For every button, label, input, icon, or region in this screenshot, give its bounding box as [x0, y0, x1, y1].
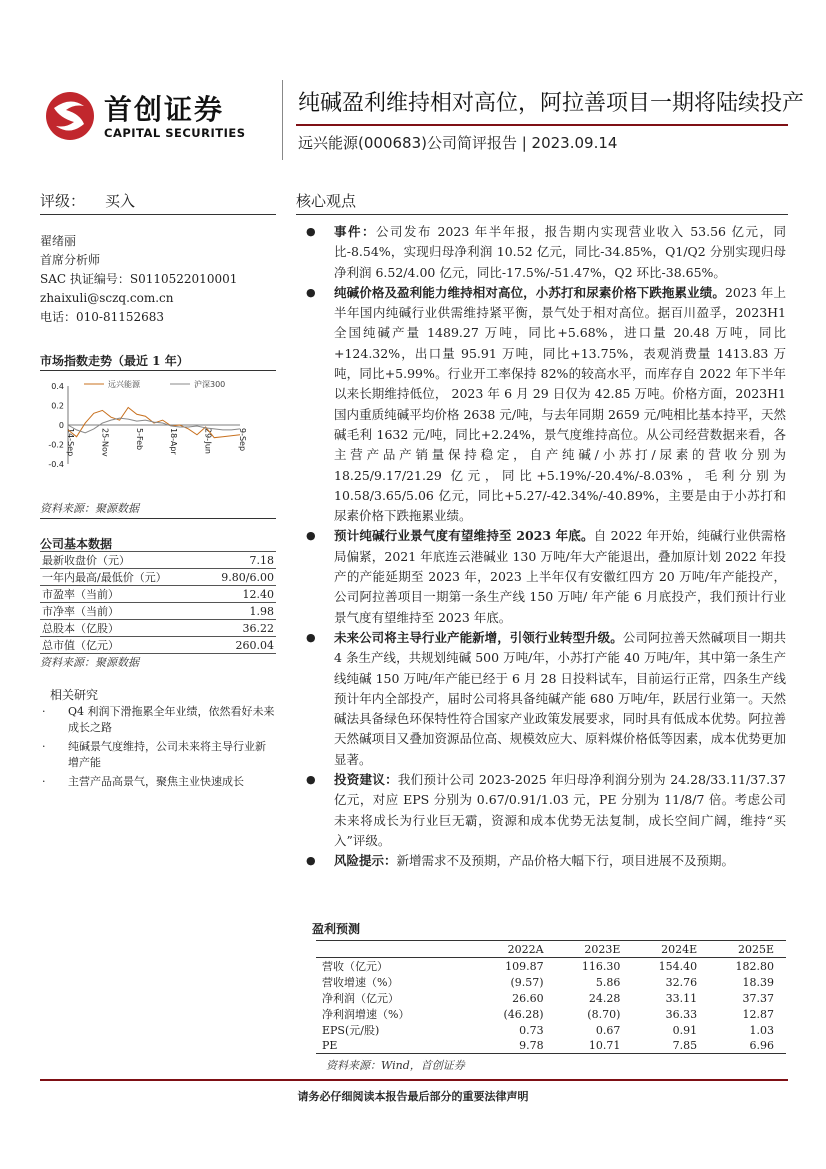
forecast-title: 盈利预测	[312, 922, 361, 936]
forecast-cell: 6.96	[709, 1038, 786, 1054]
bullet-icon: ●	[306, 854, 316, 868]
rating	[40, 190, 276, 211]
forecast-column-header: 2024E	[632, 941, 709, 958]
title-rule	[296, 124, 788, 126]
bullet-icon: ●	[306, 225, 316, 238]
forecast-cell: 9.78	[476, 1038, 555, 1054]
forecast-row	[316, 974, 786, 990]
related-research-list	[40, 704, 276, 793]
forecast-cell: (8.70)	[587, 1007, 621, 1021]
forecast-cell: 32.76	[665, 975, 698, 989]
forecast-cell: 0.91	[672, 1023, 698, 1037]
rating-value: 买入	[105, 192, 136, 210]
forecast-row-label: 净利润（亿元）	[322, 992, 399, 1005]
company-name-cn: 首创证券	[104, 93, 225, 126]
report-subtitle: 远兴能源(000683)公司简评报告 | 2023.09.14	[298, 134, 618, 152]
forecast-cell: 10.71	[556, 1038, 633, 1054]
x-tick-label: 5-Feb	[134, 428, 144, 451]
y-tick-label: -0.4	[48, 460, 64, 469]
x-tick-label: 14-Sep	[66, 428, 75, 457]
basic-data-source: 资料来源：聚源数据	[40, 656, 139, 669]
analyst-name: 翟绪丽	[40, 234, 77, 248]
forecast-row-label: 营收增速（%）	[322, 976, 399, 989]
forecast-column-header: 2025E	[709, 941, 786, 958]
analyst-position: 首席分析师	[40, 253, 101, 267]
core-point-lead: 未来公司将主导行业产能新增，引领行业转型升级。	[334, 629, 623, 645]
related-research-item[interactable]	[40, 739, 276, 771]
related-research-item[interactable]	[40, 704, 276, 736]
basic-data-value: 9.80/6.00	[204, 569, 276, 586]
analyst-phone: 电话：010-81152683	[40, 310, 165, 324]
left-top-rule	[40, 214, 276, 215]
forecast-cell: 24.28	[588, 991, 621, 1005]
basic-data-row	[40, 637, 276, 654]
forecast-cell: 26.60	[512, 991, 544, 1005]
legend-label: 远兴能源	[108, 380, 140, 389]
core-point	[298, 628, 786, 770]
forecast-cell: 154.40	[658, 959, 698, 973]
list-dot: ·	[42, 775, 46, 788]
y-tick-label: 0.2	[51, 401, 64, 411]
forecast-cell: 33.11	[665, 991, 698, 1005]
forecast-column-header: 2023E	[556, 941, 633, 958]
basic-data-title: 公司基本数据	[40, 537, 113, 551]
analyst-info	[40, 232, 237, 327]
report-title: 纯碱盈利维持相对高位，阿拉善项目一期将陆续投产	[298, 91, 805, 116]
core-point	[298, 851, 786, 871]
y-tick-label: 0.4	[51, 382, 64, 391]
basic-data-row	[40, 569, 276, 586]
right-top-rule	[296, 214, 788, 215]
x-tick-label: 18-Apr	[169, 428, 179, 455]
basic-data-value: 12.40	[204, 586, 276, 603]
core-point-lead: 预计纯碱行业景气度有望维持至 2023 年底。	[334, 528, 594, 544]
market-title-rule	[40, 370, 276, 371]
core-point	[298, 222, 786, 283]
forecast-row-label: 营收（亿元）	[322, 960, 388, 973]
forecast-row-label: EPS(元/股)	[322, 1024, 380, 1037]
basic-data-row	[40, 620, 276, 637]
list-dot: ·	[42, 705, 46, 718]
forecast-row-label: 净利润增速（%）	[322, 1008, 410, 1021]
basic-data-value: 36.22	[204, 620, 276, 637]
forecast-column-header: 2022A	[476, 941, 555, 958]
related-research-item[interactable]	[40, 774, 276, 790]
core-point-lead: 投资建议：	[334, 772, 398, 788]
header-divider	[282, 80, 283, 160]
core-point-text: 自 2022 年开始，纯碱行业供需格局偏紧，2021 年底连云港碱业 130 万吨/年大产能退出，叠加原计划 2022 年投产的产能延期至 2023 年，2023 上半年仅有安徽红四方 20 万吨/年产能投产，公司阿拉善项目一期第一条生产线 150 万吨/ 年产能 6 月底投产，我们预计行业景气度有望维持至 2023 年底。	[334, 528, 786, 625]
x-tick-label: 25-Nov	[100, 428, 110, 457]
forecast-row	[316, 958, 786, 975]
basic-data-value: 1.98	[204, 603, 276, 620]
forecast-source: 资料来源：Wind，首创证券	[326, 1059, 465, 1072]
basic-data-row	[40, 552, 276, 569]
core-point	[298, 526, 786, 627]
forecast-cell: 116.30	[581, 959, 621, 973]
forecast-cell: 182.80	[735, 959, 774, 973]
core-point-text: 公司阿拉善天然碱项目一期共 4 条生产线，共规划纯碱 500 万吨/年，小苏打产能 40 万吨/年，其中第一条生产线纯碱 150 万吨/年产能已经于 6 月 28 日投料试车，目前运行正常，四条生产线预计年内全部投产，届时公司将具备纯碱产能 680 万吨/年，跃居行业第一。天然碱法具备绿色环保特性符合国家产业政策发展要求，同时具有低成本优势。阿拉善天然碱项目又叠加资源品位高、规模效应大、原料煤价格低等因素，成本优势更加显著。	[334, 629, 786, 767]
basic-data-label: 最新收盘价（元）	[40, 552, 204, 569]
related-research-text: 纯碱景气度维持，公司未来将主导行业新增产能	[68, 740, 266, 769]
forecast-row	[316, 1038, 786, 1054]
core-point-lead: 事件：	[334, 224, 376, 239]
forecast-cell: 18.39	[742, 975, 774, 989]
series-line-index	[68, 418, 240, 433]
legend-label: 沪深300	[194, 380, 226, 389]
related-research-title: 相关研究	[50, 688, 99, 702]
core-point-text: 2023 年上半年国内纯碱行业供需维持紧平衡，景气处于相对高位。据百川盈孚，2023H1 全国纯碱产量 1489.27 万吨，同比+5.68%，进口量 20.48 万吨，同比+124.32%，出口量 95.91 万吨，同比+13.75%，表观消费量 1413.83 万吨，同比+5.99%。行业开工率保持 82%的较高水平，而库存自 2022 年下半年以来长期维持低位， 2023 年 6 月 29 日仅为 42.85 万吨。价格方面，2023H1 国内重质纯碱平均价格 2638 元/吨，与去年同期 2659 元/吨相比基本持平，天然碱毛利 1632 元/吨，同比+2.24%，景气度维持高位。从公司经营数据来看，各主营产品产销量保持稳定，自产纯碱/小苏打/尿素的营收分别为 18.25/9.17/21.29 亿元，同比+5.19%/-20.4%/-8.03%，毛利分别为 10.58/3.65/5.06 亿元，同比+5.27/-42.34%/-40.89%，主要是由于小苏打和尿素价格下跌拖累业绩。	[334, 284, 786, 524]
forecast-cell: 1.03	[749, 1023, 774, 1037]
bullet-icon: ●	[306, 630, 316, 644]
forecast-cell: 5.86	[595, 975, 621, 989]
core-point	[298, 283, 786, 527]
core-point-lead: 纯碱价格及盈利能力维持相对高位，小苏打和尿素价格下跌拖累业绩。	[334, 284, 725, 300]
core-points	[298, 222, 786, 872]
analyst-email[interactable]: zhaixuli@sczq.com.cn	[40, 291, 174, 305]
forecast-cell: 36.33	[665, 1007, 698, 1021]
forecast-cell: 0.73	[519, 1023, 544, 1037]
core-point-text: 我们预计公司 2023-2025 年归母净利润分别为 24.28/33.11/37.37 亿元，对应 EPS 分别为 0.67/0.91/1.03 元，PE 分别为 11/8/7 倍。考虑公司未来将成长为行业巨无霸，资源和成本优势无法复制，成长空间广阔，维持“买入”评级。	[334, 772, 786, 848]
market-chart-source: 资料来源：聚源数据	[40, 502, 139, 515]
core-point-text: 公司发布 2023 年半年报，报告期内实现营业收入 53.56 亿元，同比-8.54%，实现归母净利润 10.52 亿元，同比-34.85%，Q1/Q2 分别实现归母净利润 6.52/4.00 亿元，同比-17.5%/-51.47%，Q2 环比-38.65%。	[334, 224, 786, 280]
chart-source-rule	[40, 518, 276, 519]
x-tick-label: 29-Jun	[203, 428, 213, 455]
forecast-cell: 109.87	[505, 959, 544, 973]
y-tick-label: -0.2	[48, 440, 64, 450]
forecast-cell: 12.87	[742, 1007, 774, 1021]
forecast-table	[316, 940, 786, 1054]
market-chart-title: 市场指数走势（最近 1 年）	[40, 354, 189, 368]
basic-data-value: 260.04	[204, 637, 276, 654]
basic-data-label: 市净率（当前）	[40, 603, 204, 620]
core-point-text: 新增需求不及预期，产品价格大幅下行，项目进展不及预期。	[396, 853, 735, 869]
core-point-lead: 风险提示：	[334, 853, 397, 869]
analyst-sac: SAC 执证编号：S0110522010001	[40, 272, 238, 286]
core-point	[298, 770, 786, 851]
forecast-row	[316, 990, 786, 1006]
forecast-row	[316, 1022, 786, 1038]
y-tick-label: 0	[58, 421, 64, 430]
basic-data-table	[40, 551, 276, 654]
basic-data-row	[40, 586, 276, 603]
forecast-column-header	[316, 941, 476, 958]
forecast-cell: 0.67	[595, 1023, 621, 1037]
forecast-row	[316, 1006, 786, 1022]
basic-data-label: 一年内最高/最低价（元）	[40, 569, 204, 586]
forecast-cell: 37.37	[742, 991, 774, 1005]
forecast-cell: (9.57)	[510, 975, 544, 989]
forecast-cell: (46.28)	[503, 1007, 544, 1021]
basic-data-value: 7.18	[204, 552, 276, 569]
rating-label: 评级：	[40, 192, 86, 210]
bullet-icon: ●	[306, 773, 316, 787]
related-research-text: Q4 利润下滑拖累全年业绩，依然看好未来成长之路	[68, 705, 275, 734]
forecast-cell: 7.85	[632, 1038, 709, 1054]
basic-data-row	[40, 603, 276, 620]
x-tick-label: 9-Sep	[238, 428, 247, 452]
core-views-title: 核心观点	[296, 192, 357, 210]
list-dot: ·	[42, 740, 46, 753]
footer-rule	[40, 1079, 788, 1081]
basic-data-label: 总市值（亿元）	[40, 637, 204, 654]
basic-data-label: 总股本（亿股）	[40, 620, 204, 637]
basic-data-label: 市盈率（当前）	[40, 586, 204, 603]
bullet-icon: ●	[306, 285, 316, 299]
related-research-text: 主营产品高景气，聚焦主业快速成长	[68, 775, 244, 788]
company-name-en: CAPITAL SECURITIES	[104, 126, 246, 140]
market-index-chart	[40, 372, 276, 494]
bullet-icon: ●	[306, 529, 316, 543]
legal-disclaimer: 请务必仔细阅读本报告最后部分的重要法律声明	[297, 1090, 529, 1103]
forecast-row-label: PE	[316, 1038, 476, 1054]
company-logo	[40, 88, 270, 148]
